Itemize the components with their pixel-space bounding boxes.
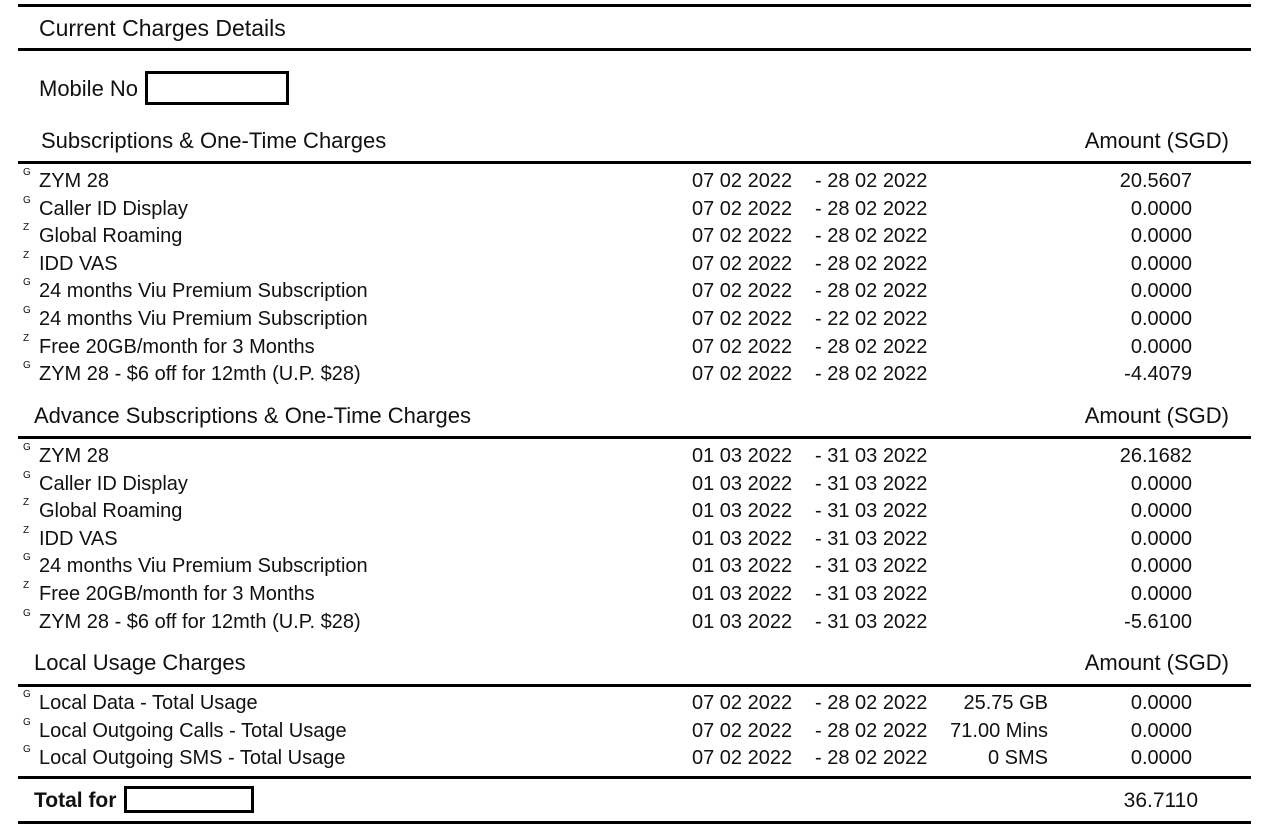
- charge-description: Caller ID Display: [39, 198, 188, 220]
- charge-description: IDD VAS: [39, 253, 118, 275]
- period-end-date: - 22 02 2022: [815, 308, 928, 330]
- period-end-date: - 28 02 2022: [815, 692, 928, 714]
- tax-code-marker: G: [23, 305, 31, 316]
- usage-quantity: 71.00 Mins: [950, 720, 1048, 742]
- charge-description: Local Outgoing Calls - Total Usage: [39, 720, 347, 742]
- period-start-date: 01 03 2022: [692, 555, 793, 577]
- charge-description: Local Data - Total Usage: [39, 692, 258, 714]
- charge-amount: 0.0000: [1130, 253, 1192, 275]
- charge-description: Global Roaming: [39, 500, 183, 522]
- mobile-label: Mobile No: [39, 76, 139, 101]
- charge-amount: -5.6100: [1124, 611, 1192, 633]
- charge-description: Free 20GB/month for 3 Months: [39, 583, 315, 605]
- page-title: Current Charges Details: [39, 15, 286, 41]
- charge-amount: 0.0000: [1130, 500, 1192, 522]
- amount-header: Amount (SGD): [1084, 403, 1229, 428]
- period-start-date: 01 03 2022: [692, 611, 793, 633]
- tax-code-marker: Z: [23, 580, 30, 591]
- usage-quantity: 0 SMS: [987, 747, 1048, 769]
- period-start-date: 07 02 2022: [692, 198, 793, 220]
- period-end-date: - 28 02 2022: [815, 363, 928, 385]
- period-end-date: - 28 02 2022: [815, 225, 928, 247]
- bottom-rule: [18, 821, 1251, 824]
- tax-code-marker: G: [23, 744, 31, 755]
- period-start-date: 07 02 2022: [692, 336, 793, 358]
- mobile-number-redaction: [145, 71, 289, 105]
- tax-code-marker: G: [23, 552, 31, 563]
- period-start-date: 07 02 2022: [692, 253, 793, 275]
- charge-description: Global Roaming: [39, 225, 183, 247]
- period-end-date: - 31 03 2022: [815, 555, 928, 577]
- charge-amount: 0.0000: [1130, 308, 1192, 330]
- charge-amount: 0.0000: [1130, 336, 1192, 358]
- charge-amount: 26.1682: [1119, 445, 1192, 467]
- tax-code-marker: G: [23, 442, 31, 453]
- tax-code-marker: G: [23, 608, 31, 619]
- period-end-date: - 31 03 2022: [815, 611, 928, 633]
- section-rule: [18, 684, 1251, 687]
- period-start-date: 07 02 2022: [692, 280, 793, 302]
- period-end-date: - 28 02 2022: [815, 198, 928, 220]
- charge-amount: 0.0000: [1130, 473, 1192, 495]
- tax-code-marker: Z: [23, 333, 30, 344]
- tax-code-marker: G: [23, 195, 31, 206]
- period-end-date: - 28 02 2022: [815, 336, 928, 358]
- charge-description: ZYM 28 - $6 off for 12mth (U.P. $28): [39, 363, 361, 385]
- charge-amount: 0.0000: [1130, 280, 1192, 302]
- charge-amount: -4.4079: [1124, 363, 1192, 385]
- period-end-date: - 31 03 2022: [815, 583, 928, 605]
- section-heading: Advance Subscriptions & One-Time Charges: [34, 403, 471, 428]
- period-start-date: 07 02 2022: [692, 720, 793, 742]
- period-end-date: - 31 03 2022: [815, 473, 928, 495]
- tax-code-marker: Z: [23, 222, 30, 233]
- section-heading: Subscriptions & One-Time Charges: [41, 128, 387, 153]
- period-end-date: - 31 03 2022: [815, 445, 928, 467]
- charge-amount: 0.0000: [1130, 225, 1192, 247]
- charge-amount: 20.5607: [1119, 170, 1192, 192]
- amount-header: Amount (SGD): [1084, 650, 1229, 675]
- tax-code-marker: G: [23, 717, 31, 728]
- charge-amount: 0.0000: [1130, 720, 1192, 742]
- period-end-date: - 31 03 2022: [815, 528, 928, 550]
- title-rule: [18, 48, 1251, 51]
- tax-code-marker: G: [23, 167, 31, 178]
- top-rule: [18, 4, 1251, 7]
- charge-description: Caller ID Display: [39, 473, 188, 495]
- section-rule: [18, 161, 1251, 164]
- charge-description: ZYM 28: [39, 445, 110, 467]
- charge-description: ZYM 28: [39, 170, 110, 192]
- period-end-date: - 31 03 2022: [815, 500, 928, 522]
- charge-description: Free 20GB/month for 3 Months: [39, 336, 315, 358]
- usage-quantity: 25.75 GB: [963, 692, 1048, 714]
- period-start-date: 07 02 2022: [692, 692, 793, 714]
- charge-description: 24 months Viu Premium Subscription: [39, 308, 368, 330]
- charge-amount: 0.0000: [1130, 198, 1192, 220]
- charge-amount: 0.0000: [1130, 583, 1192, 605]
- period-start-date: 01 03 2022: [692, 473, 793, 495]
- tax-code-marker: G: [23, 277, 31, 288]
- period-end-date: - 28 02 2022: [815, 253, 928, 275]
- charge-description: 24 months Viu Premium Subscription: [39, 280, 368, 302]
- period-start-date: 01 03 2022: [692, 500, 793, 522]
- charge-description: IDD VAS: [39, 528, 118, 550]
- charge-amount: 0.0000: [1130, 555, 1192, 577]
- tax-code-marker: Z: [23, 250, 30, 261]
- period-end-date: - 28 02 2022: [815, 280, 928, 302]
- tax-code-marker: G: [23, 689, 31, 700]
- charge-description: 24 months Viu Premium Subscription: [39, 555, 368, 577]
- period-start-date: 07 02 2022: [692, 225, 793, 247]
- tax-code-marker: Z: [23, 525, 30, 536]
- period-start-date: 01 03 2022: [692, 445, 793, 467]
- period-start-date: 07 02 2022: [692, 170, 793, 192]
- total-label: Total for: [34, 789, 117, 812]
- period-start-date: 07 02 2022: [692, 363, 793, 385]
- period-start-date: 07 02 2022: [692, 747, 793, 769]
- charge-amount: 0.0000: [1130, 528, 1192, 550]
- charge-amount: 0.0000: [1130, 692, 1192, 714]
- section-rule: [18, 436, 1251, 439]
- tax-code-marker: G: [23, 360, 31, 371]
- period-start-date: 01 03 2022: [692, 583, 793, 605]
- period-end-date: - 28 02 2022: [815, 747, 928, 769]
- total-account-redaction: [124, 786, 254, 813]
- period-start-date: 01 03 2022: [692, 528, 793, 550]
- charge-description: Local Outgoing SMS - Total Usage: [39, 747, 346, 769]
- tax-code-marker: G: [23, 470, 31, 481]
- period-start-date: 07 02 2022: [692, 308, 793, 330]
- total-top-rule: [18, 776, 1251, 779]
- charge-description: ZYM 28 - $6 off for 12mth (U.P. $28): [39, 611, 361, 633]
- amount-header: Amount (SGD): [1084, 128, 1229, 153]
- charge-amount: 0.0000: [1130, 747, 1192, 769]
- tax-code-marker: Z: [23, 497, 30, 508]
- period-end-date: - 28 02 2022: [815, 170, 928, 192]
- section-heading: Local Usage Charges: [34, 650, 246, 675]
- total-amount: 36.7110: [1123, 789, 1198, 812]
- period-end-date: - 28 02 2022: [815, 720, 928, 742]
